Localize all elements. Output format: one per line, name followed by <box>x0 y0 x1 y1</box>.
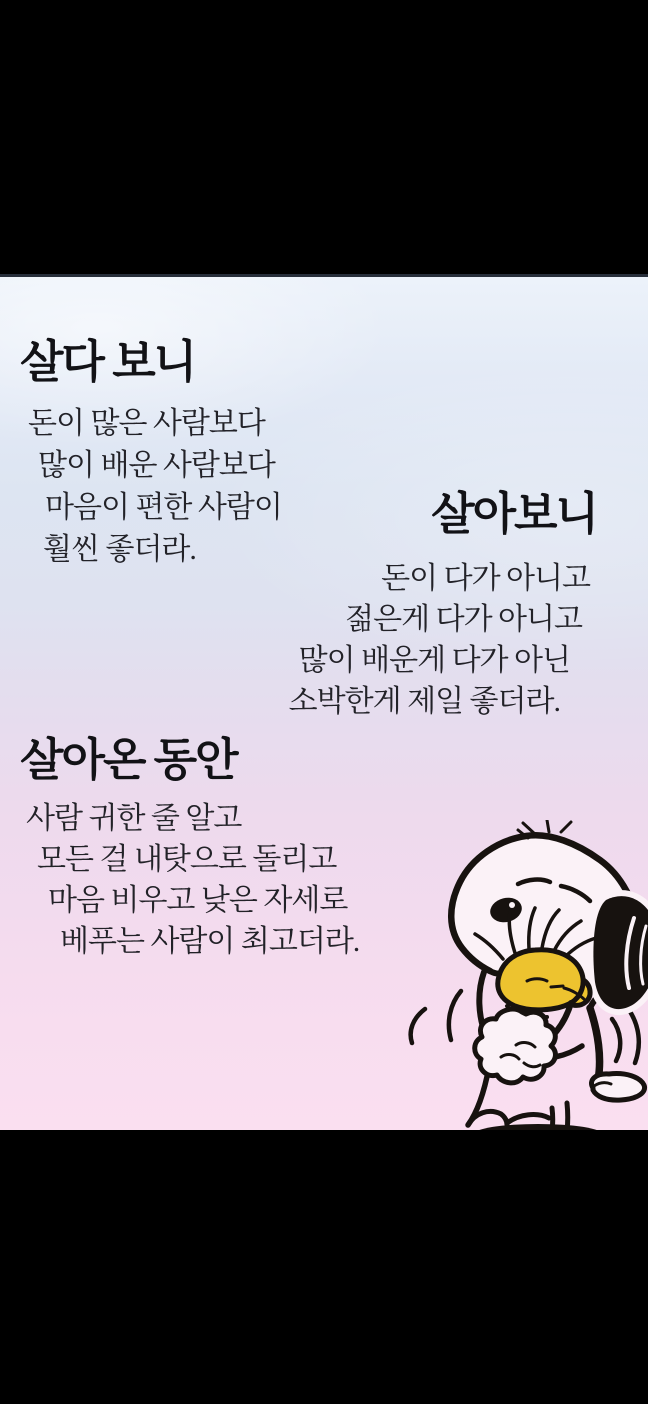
snoopy-hugging-arm <box>475 1003 571 1083</box>
quote-line: 많이 배운게 다가 아닌 <box>298 644 570 677</box>
quote-line: 모든 걸 내탓으로 돌리고 <box>37 843 337 876</box>
quote-body-1 <box>28 403 282 571</box>
quote-line: 많이 배운 사람보다 <box>38 449 275 482</box>
bottom-letterbox <box>0 1130 648 1404</box>
quote-line: 젊은게 다가 아니고 <box>345 603 582 636</box>
quote-heading-1: 살다 보니 <box>20 337 196 387</box>
snoopy-ear <box>593 896 648 1009</box>
quote-heading-3: 살아온 동안 <box>20 735 237 785</box>
top-letterbox <box>0 0 648 277</box>
snoopy-hugging-woodstock-illustration <box>400 820 648 1130</box>
quote-body-3 <box>26 798 359 962</box>
quote-heading-2: 살아보니 <box>431 489 597 539</box>
quote-line: 사람 귀한 줄 알고 <box>26 802 242 835</box>
quote-line: 마음이 편한 사람이 <box>45 491 282 524</box>
quote-body-2 <box>289 558 590 722</box>
quote-line: 돈이 많은 사람보다 <box>28 407 265 440</box>
quote-line: 돈이 다가 아니고 <box>381 562 590 595</box>
quote-line: 소박한게 제일 좋더라. <box>288 685 560 718</box>
quote-line: 훨씬 좋더라. <box>43 533 196 566</box>
quote-card-artwork <box>0 277 648 1130</box>
snoopy-foot <box>591 1074 644 1101</box>
quote-line: 베푸는 사람이 최고더라. <box>60 925 360 958</box>
quote-line: 마음 비우고 낮은 자세로 <box>48 884 348 917</box>
